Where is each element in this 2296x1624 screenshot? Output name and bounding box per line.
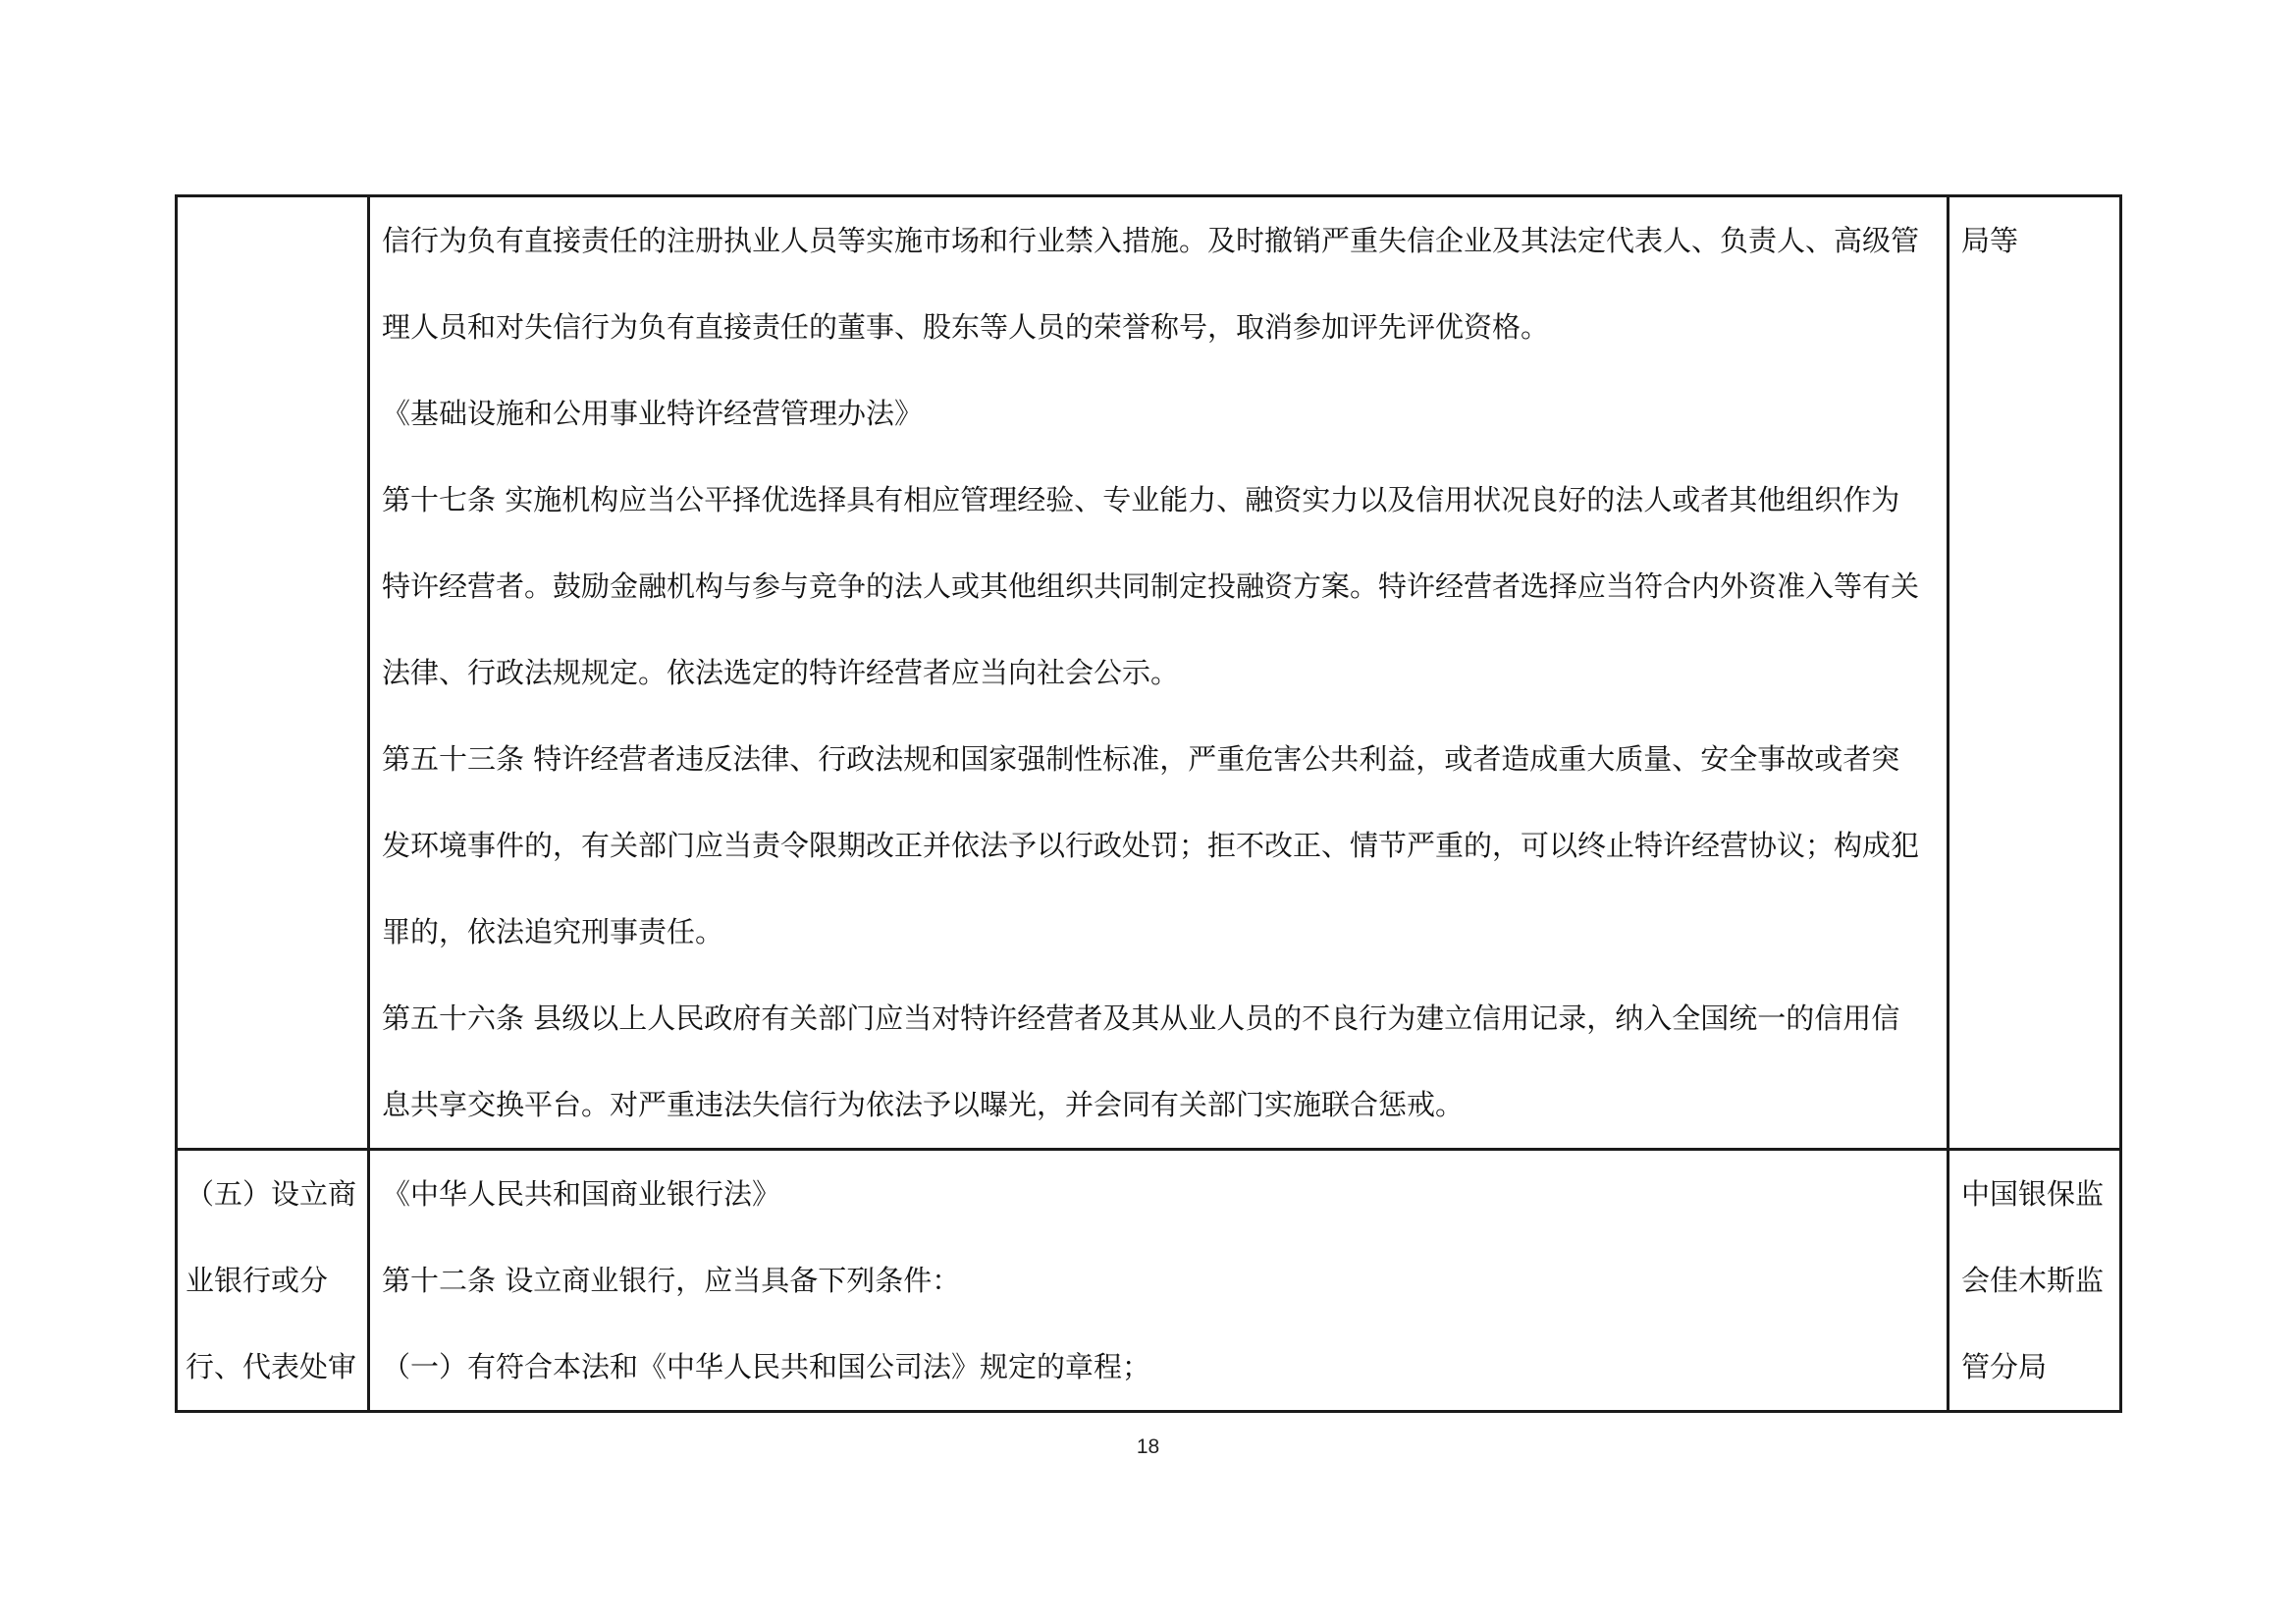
content-line: 信行为负有直接责任的注册执业人员等实施市场和行业禁入措施。及时撤销严重失信企业及其法定代表人、负责人、高级管: [382, 224, 1920, 257]
content-line: 第十二条 设立商业银行，应当具备下列条件：: [382, 1264, 961, 1297]
department-line: 局等: [1961, 224, 2019, 257]
department-line: 管分局: [1961, 1350, 2048, 1383]
content-line: 第五十三条 特许经营者违反法律、行政法规和国家强制性标准，严重危害公共利益，或者造成重大质量、安全事故或者突: [382, 742, 1900, 776]
content-cell: [369, 196, 1949, 1150]
content-line: 法律、行政法规规定。依法选定的特许经营者应当向社会公示。: [382, 656, 1180, 689]
department-line: 会佳木斯监: [1961, 1264, 2105, 1297]
department-cell: [1949, 196, 2121, 1150]
content-line: 理人员和对失信行为负有直接责任的董事、股东等人员的荣誉称号，取消参加评先评优资格。: [382, 310, 1550, 344]
content-line: 特许经营者。鼓励金融机构与参与竞争的法人或其他组织共同制定投融资方案。特许经营者选择应当符合内外资准入等有关: [382, 569, 1920, 603]
law-title: 《中华人民共和国商业银行法》: [382, 1177, 781, 1211]
content-line: 第五十六条 县级以上人民政府有关部门应当对特许经营者及其从业人员的不良行为建立信用记录，纳入全国统一的信用信: [382, 1001, 1900, 1035]
content-line: 第十七条 实施机构应当公平择优选择具有相应管理经验、专业能力、融资实力以及信用状况良好的法人或者其他组织作为: [382, 483, 1900, 516]
department-cell: [1949, 1150, 2121, 1412]
content-line: 息共享交换平台。对严重违法失信行为依法予以曝光，并会同有关部门实施联合惩戒。: [382, 1088, 1465, 1121]
regulation-table: [175, 194, 2122, 1413]
law-title: 《基础设施和公用事业特许经营管理办法》: [382, 397, 924, 430]
content-line: 发环境事件的，有关部门应当责令限期改正并依法予以行政处罚；拒不改正、情节严重的，可以终止特许经营协议；构成犯: [382, 829, 1920, 862]
content-line: （一）有符合本法和《中华人民共和国公司法》规定的章程；: [382, 1350, 1151, 1383]
content-cell: [369, 1150, 1949, 1412]
item-cell: [177, 196, 369, 1150]
department-line: 中国银保监: [1961, 1177, 2105, 1211]
item-line: 行、代表处审: [186, 1350, 357, 1383]
item-line: 业银行或分: [186, 1264, 329, 1297]
page-number: 18: [1136, 1435, 1160, 1458]
item-line: （五）设立商: [186, 1177, 357, 1211]
item-cell: [177, 1150, 369, 1412]
content-line: 罪的，依法追究刑事责任。: [382, 915, 724, 948]
table-row: [177, 1150, 2121, 1412]
table-row: [177, 196, 2121, 1150]
